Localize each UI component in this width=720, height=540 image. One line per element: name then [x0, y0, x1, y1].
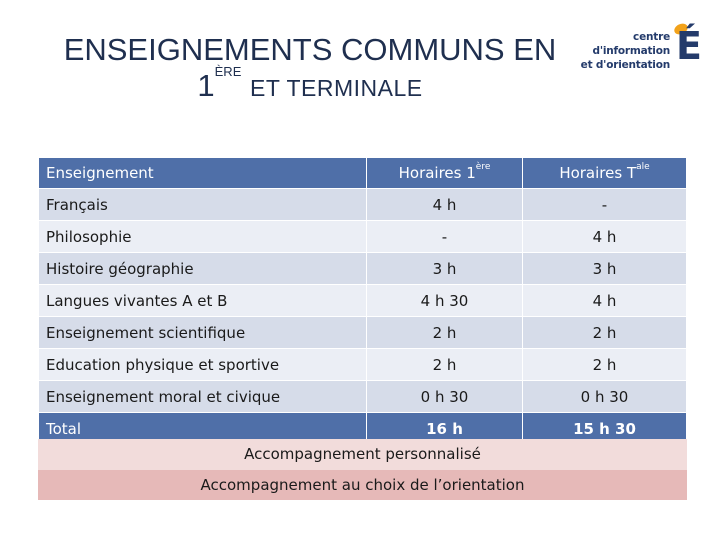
- header-terminale: [523, 158, 687, 189]
- header-terminale-sup: ale: [636, 162, 650, 172]
- table-row: [39, 253, 687, 285]
- page-title: [60, 32, 560, 103]
- total-terminale: 15 h 30: [523, 413, 687, 445]
- title-line-1: ENSEIGNEMENTS COMMUNS EN: [63, 32, 557, 67]
- subject-cell: Philosophie: [39, 221, 367, 253]
- total-label: Total: [39, 413, 367, 445]
- premiere-cell: -: [367, 221, 523, 253]
- header-premiere-label: Horaires 1: [398, 164, 476, 182]
- terminale-cell: 3 h: [523, 253, 687, 285]
- premiere-cell: 0 h 30: [367, 381, 523, 413]
- total-premiere: 16 h: [367, 413, 523, 445]
- terminale-cell: -: [523, 189, 687, 221]
- title-superscript: ÈRE: [214, 63, 242, 79]
- premiere-cell: 2 h: [367, 349, 523, 381]
- table-row: [39, 349, 687, 381]
- title-line-2: [60, 63, 560, 104]
- table-header-row: [39, 158, 687, 189]
- terminale-cell: 4 h: [523, 221, 687, 253]
- terminale-cell: 2 h: [523, 317, 687, 349]
- table-row: [39, 381, 687, 413]
- table-row: [39, 221, 687, 253]
- hours-table: [38, 157, 687, 445]
- cio-logo: [572, 14, 704, 70]
- subject-cell: Education physique et sportive: [39, 349, 367, 381]
- terminale-cell: 0 h 30: [523, 381, 687, 413]
- terminale-cell: 4 h: [523, 285, 687, 317]
- premiere-cell: 4 h: [367, 189, 523, 221]
- subject-cell: Enseignement moral et civique: [39, 381, 367, 413]
- header-subject: Enseignement: [39, 158, 367, 189]
- subject-cell: Histoire géographie: [39, 253, 367, 285]
- header-premiere: [367, 158, 523, 189]
- accompagnement-orientation: Accompagnement au choix de l’orientation: [38, 470, 687, 500]
- header-terminale-label: Horaires T: [559, 164, 637, 182]
- logo-text: [572, 30, 670, 72]
- subject-cell: Enseignement scientifique: [39, 317, 367, 349]
- logo-letter-icon: É: [676, 24, 702, 68]
- title-rest: ET TERMINALE: [250, 74, 423, 101]
- logo-text-line-2: et d'orientation: [580, 59, 670, 71]
- subject-cell: Langues vivantes A et B: [39, 285, 367, 317]
- title-number: 1: [197, 67, 215, 103]
- accompagnement-personnalise: Accompagnement personnalisé: [38, 439, 687, 470]
- table-row: [39, 317, 687, 349]
- premiere-cell: 4 h 30: [367, 285, 523, 317]
- header-premiere-sup: ère: [475, 162, 491, 172]
- logo-text-line-1: centre d'information: [592, 31, 670, 57]
- table-row: [39, 285, 687, 317]
- subject-cell: Français: [39, 189, 367, 221]
- table-row: [39, 189, 687, 221]
- terminale-cell: 2 h: [523, 349, 687, 381]
- premiere-cell: 2 h: [367, 317, 523, 349]
- premiere-cell: 3 h: [367, 253, 523, 285]
